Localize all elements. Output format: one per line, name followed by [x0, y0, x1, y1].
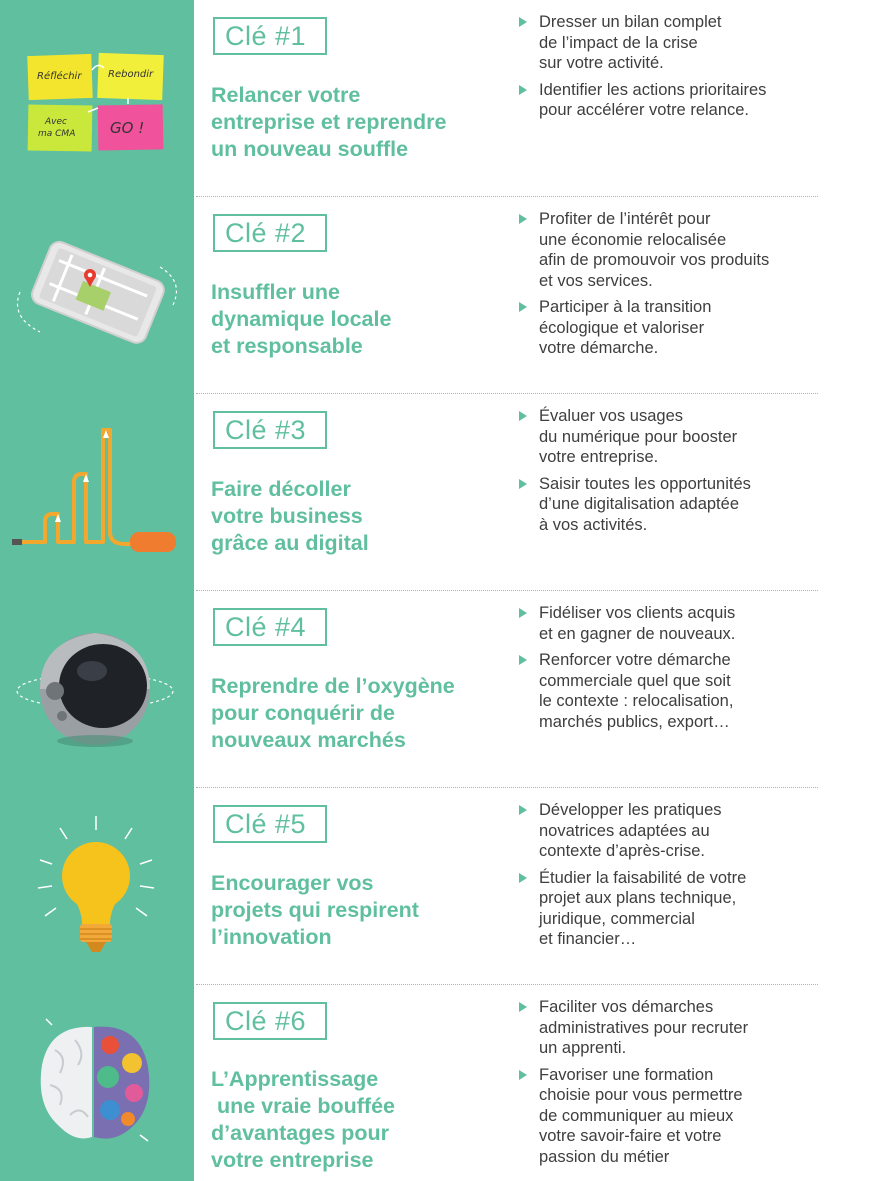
key-title: L’Apprentissage une vraie bouffée d’avantages pour votre entreprise [211, 1067, 395, 1172]
bullet-item: Faciliter vos démarches administratives pour recruter un apprenti. [518, 997, 828, 1059]
key-section-5 [0, 788, 870, 985]
key-bullets [518, 209, 828, 365]
key-section-1 [0, 0, 870, 197]
bullet-item: Identifier les actions prioritaires pour accélérer votre relance. [518, 80, 828, 121]
key-bullets [518, 800, 828, 956]
rising-cable-chart-illustration [0, 394, 194, 591]
key-label: Clé #4 [213, 608, 327, 646]
key-label: Clé #2 [213, 214, 327, 252]
key-title: Relancer votre entreprise et reprendre un nouveau souffle [211, 83, 447, 161]
bullet-item: Fidéliser vos clients acquis et en gagner de nouveaux. [518, 603, 828, 644]
smartphone-map-illustration [0, 197, 194, 394]
note-reflechir: Réfléchir [37, 71, 82, 82]
key-section-2 [0, 197, 870, 394]
bullet-item: Saisir toutes les opportunités d’une digitalisation adaptée à vos activités. [518, 474, 828, 536]
bullet-item: Évaluer vos usages du numérique pour booster votre entreprise. [518, 406, 828, 468]
bullet-item: Profiter de l’intérêt pour une économie relocalisée afin de promouvoir vos produits et vos services. [518, 209, 828, 291]
note-ma-cma: ma CMA [38, 129, 76, 139]
key-bullets [518, 603, 828, 738]
bullet-item: Renforcer votre démarche commerciale quel que soit le contexte : relocalisation, marchés publics, export… [518, 650, 828, 732]
light-bulb-illustration [0, 788, 194, 985]
key-title: Faire décoller votre business grâce au digital [211, 477, 369, 555]
key-label: Clé #6 [213, 1002, 327, 1040]
key-bullets [518, 12, 828, 127]
key-bullets [518, 406, 828, 541]
key-title: Encourager vos projets qui respirent l’innovation [211, 871, 419, 949]
key-section-4 [0, 591, 870, 788]
key-title: Insuffler une dynamique locale et responsable [211, 280, 392, 358]
note-avec: Avec [45, 117, 67, 127]
key-label: Clé #5 [213, 805, 327, 843]
bullet-item: Étudier la faisabilité de votre projet aux plans technique, juridique, commercial et financier… [518, 868, 828, 950]
bullet-item: Développer les pratiques novatrices adaptées au contexte d’après-crise. [518, 800, 828, 862]
sticky-notes-illustration [0, 0, 194, 197]
key-bullets [518, 997, 828, 1173]
key-title: Reprendre de l’oxygène pour conquérir de nouveaux marchés [211, 674, 455, 752]
note-go: GO ! [110, 119, 145, 137]
key-section-3 [0, 394, 870, 591]
bullet-item: Dresser un bilan complet de l’impact de la crise sur votre activité. [518, 12, 828, 74]
bullet-item: Participer à la transition écologique et valoriser votre démarche. [518, 297, 828, 359]
note-rebondir: Rebondir [108, 69, 154, 80]
brain-illustration [0, 985, 194, 1181]
key-section-6 [0, 985, 870, 1181]
key-label: Clé #1 [213, 17, 327, 55]
bullet-item: Favoriser une formation choisie pour vous permettre de communiquer au mieux votre savoir-faire et votre passion du métier [518, 1065, 828, 1168]
astronaut-helmet-illustration [0, 591, 194, 788]
key-label: Clé #3 [213, 411, 327, 449]
